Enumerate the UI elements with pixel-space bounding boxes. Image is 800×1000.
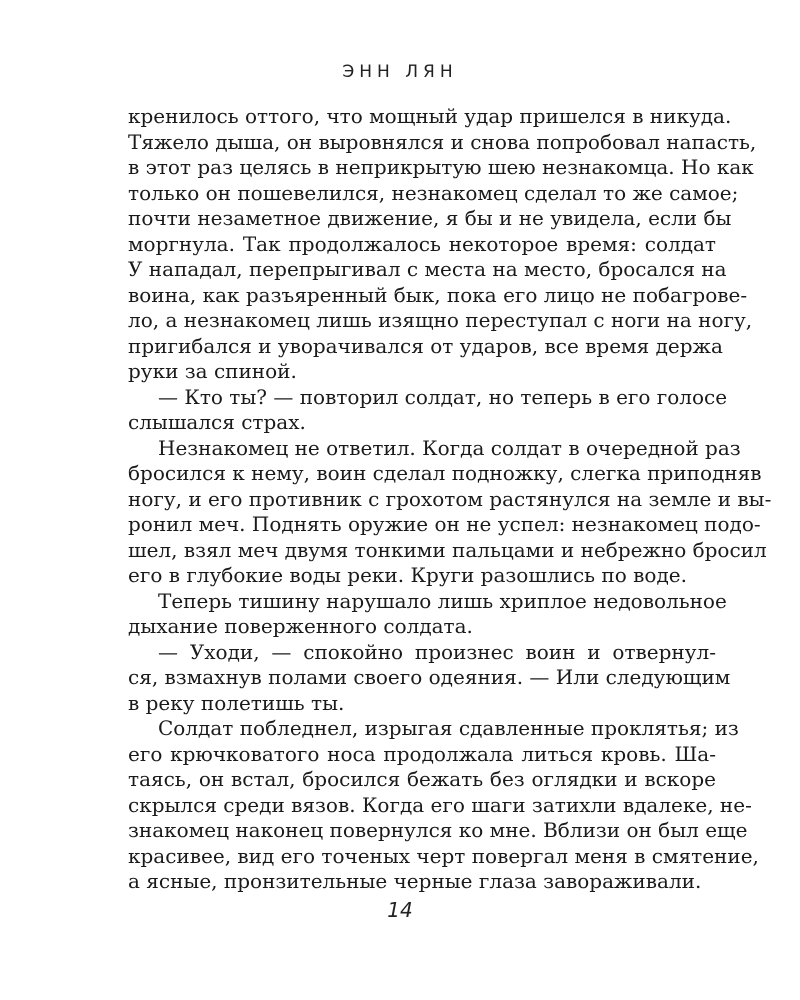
text-line: моргнула. Так продолжалось некоторое время: солдат	[128, 231, 716, 256]
text-line: дыхание поверженного солдата.	[128, 614, 473, 638]
page-number: 14	[387, 898, 413, 922]
running-header: ЭНН ЛЯН	[342, 62, 458, 82]
text-line: Незнакомец не ответил. Когда солдат в очередной раз	[158, 435, 741, 460]
text-line: — Кто ты? — повторил солдат, но теперь в его голосе	[158, 384, 728, 409]
text-line: воина, как разъяренный бык, пока его лицо не побагрове-	[128, 282, 748, 307]
text-line: ло, а незнакомец лишь изящно переступал с ноги на ногу,	[128, 308, 753, 332]
text-line: его крючковатого носа продолжала литься кровь. Ша-	[128, 741, 716, 766]
text-line: а ясные, пронзительные черные глаза завораживали.	[128, 869, 702, 893]
text-line: пригибался и уворачивался от ударов, все время держа	[128, 333, 723, 358]
text-line: его в глубокие воды реки. Круги разошлись по воде.	[128, 563, 687, 587]
text-line: — Уходи, — спокойно произнес воин и отвернул-	[158, 639, 716, 664]
text-line: кренилось оттого, что мощный удар пришелся в никуда.	[128, 104, 732, 128]
text-line: слышался страх.	[128, 410, 306, 434]
text-line: У нападал, перепрыгивал с места на место, бросался на	[128, 257, 727, 281]
text-line: ногу, и его противник с грохотом растянулся на земле и вы-	[128, 486, 772, 511]
text-line: в реку полетишь ты.	[128, 690, 345, 715]
text-line: Тяжело дыша, он выровнялся и снова попробовал напасть,	[128, 129, 757, 154]
text-line: знакомец наконец повернулся ко мне. Вблизи он был еще	[128, 818, 748, 842]
body-text	[128, 104, 772, 895]
text-line: почти незаметное движение, я бы и не увидела, если бы	[128, 206, 732, 230]
text-line: таясь, он встал, бросился бежать без оглядки и вскоре	[128, 767, 716, 791]
text-line: Теперь тишину нарушало лишь хриплое недовольное	[158, 588, 727, 613]
text-line: Солдат побледнел, изрыгая сдавленные проклятья; из	[158, 716, 739, 740]
text-line: руки за спиной.	[128, 359, 297, 383]
text-line: бросился к нему, воин сделал подножку, слегка приподняв	[128, 461, 762, 485]
text-line: ся, взмахнув полами своего одеяния. — Или следующим	[128, 665, 731, 689]
text-line: в этот раз целясь в неприкрытую шею незнакомца. Но как	[128, 155, 754, 179]
text-line: красивее, вид его точеных черт повергал меня в смятение,	[128, 843, 759, 868]
text-line: ронил меч. Поднять оружие он не успел: незнакомец подо-	[128, 512, 761, 536]
text-line: скрылся среди вязов. Когда его шаги затихли вдалеке, не-	[128, 792, 752, 817]
text-line: только он пошевелился, незнакомец сделал то же самое;	[128, 180, 739, 205]
text-line: шел, взял меч двумя тонкими пальцами и небрежно бросил	[128, 537, 767, 562]
